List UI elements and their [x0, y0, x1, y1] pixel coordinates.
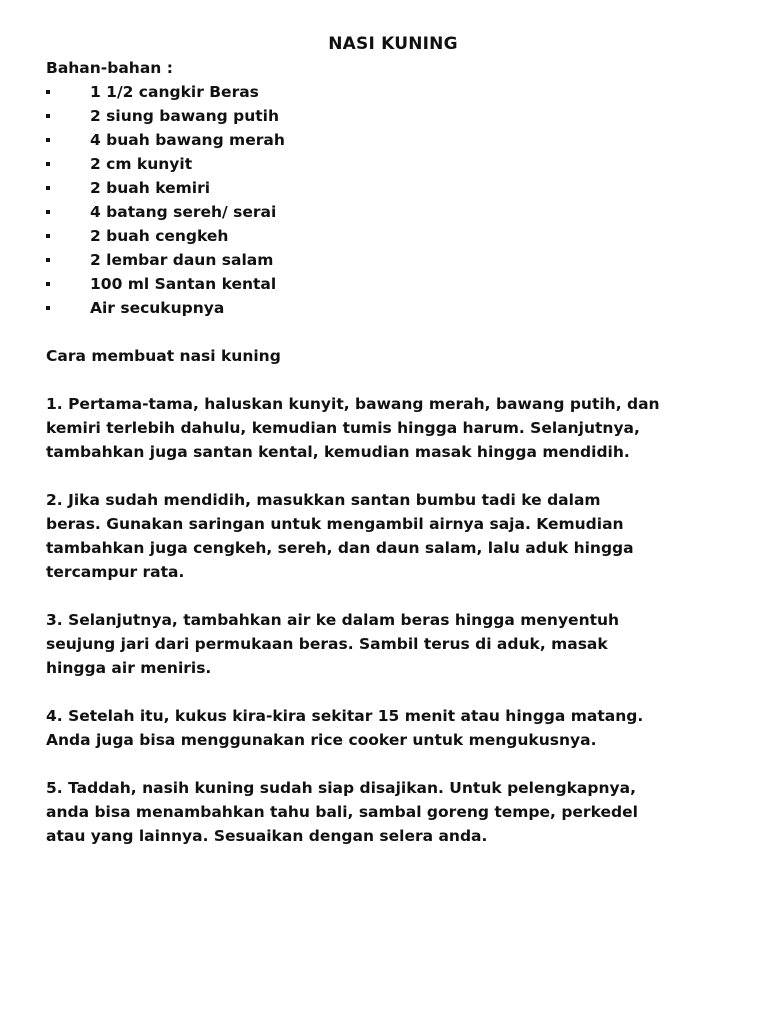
ingredient-item [46, 80, 736, 104]
ingredient-text: 2 buah cengkeh [90, 227, 229, 245]
method-title: Cara membuat nasi kuning [46, 347, 281, 365]
bullet-icon [46, 138, 50, 142]
recipe-title: NASI KUNING [328, 34, 458, 54]
step-line: 2. Jika sudah mendidih, masukkan santan bumbu tadi ke dalam [46, 491, 601, 509]
ingredients-list [46, 80, 736, 320]
bullet-icon [46, 234, 50, 238]
ingredient-text: 1 1/2 cangkir Beras [90, 83, 259, 101]
ingredient-item [46, 128, 736, 152]
bullet-icon [46, 186, 50, 190]
spacer [46, 584, 736, 608]
method-step-4 [46, 704, 736, 752]
bullet-icon [46, 210, 50, 214]
ingredient-text: 4 buah bawang merah [90, 131, 285, 149]
ingredient-item [46, 176, 736, 200]
step-line: 5. Taddah, nasih kuning sudah siap disajikan. Untuk pelengkapnya, [46, 779, 636, 797]
step-line: kemiri terlebih dahulu, kemudian tumis hingga harum. Selanjutnya, [46, 419, 640, 437]
bullet-icon [46, 306, 50, 310]
ingredient-item [46, 104, 736, 128]
ingredient-item [46, 296, 736, 320]
spacer [46, 464, 736, 488]
spacer [46, 752, 736, 776]
step-line: atau yang lainnya. Sesuaikan dengan selera anda. [46, 827, 488, 845]
bullet-icon [46, 90, 50, 94]
step-line: beras. Gunakan saringan untuk mengambil airnya saja. Kemudian [46, 515, 624, 533]
ingredient-text: 2 cm kunyit [90, 155, 193, 173]
step-line: seujung jari dari permukaan beras. Sambil terus di aduk, masak [46, 635, 608, 653]
bullet-icon [46, 114, 50, 118]
bullet-icon [46, 258, 50, 262]
bullet-icon [46, 282, 50, 286]
step-line: anda bisa menambahkan tahu bali, sambal goreng tempe, perkedel [46, 803, 638, 821]
ingredient-text: 2 siung bawang putih [90, 107, 280, 125]
step-line: 3. Selanjutnya, tambahkan air ke dalam beras hingga menyentuh [46, 611, 620, 629]
step-line: Anda juga bisa menggunakan rice cooker untuk mengukusnya. [46, 731, 597, 749]
step-line: 4. Setelah itu, kukus kira-kira sekitar 15 menit atau hingga matang. [46, 707, 644, 725]
step-line: tercampur rata. [46, 563, 185, 581]
ingredient-text: 2 buah kemiri [90, 179, 211, 197]
method-step-1 [46, 392, 736, 464]
ingredient-text: 100 ml Santan kental [90, 275, 277, 293]
ingredient-item [46, 224, 736, 248]
recipe-document [46, 32, 736, 848]
step-line: tambahkan juga santan kental, kemudian masak hingga mendidih. [46, 443, 630, 461]
spacer [46, 680, 736, 704]
ingredient-item [46, 272, 736, 296]
step-line: 1. Pertama-tama, haluskan kunyit, bawang merah, bawang putih, dan [46, 395, 660, 413]
ingredient-item [46, 200, 736, 224]
ingredient-item [46, 248, 736, 272]
method-step-5 [46, 776, 736, 848]
spacer [46, 368, 736, 392]
ingredient-item [46, 152, 736, 176]
method-step-3 [46, 608, 736, 680]
bullet-icon [46, 162, 50, 166]
step-line: hingga air meniris. [46, 659, 212, 677]
ingredient-text: Air secukupnya [90, 299, 225, 317]
ingredient-text: 2 lembar daun salam [90, 251, 274, 269]
spacer [46, 320, 736, 344]
ingredient-text: 4 batang sereh/ serai [90, 203, 277, 221]
step-line: tambahkan juga cengkeh, sereh, dan daun salam, lalu aduk hingga [46, 539, 634, 557]
ingredients-label: Bahan-bahan : [46, 59, 173, 77]
method-step-2 [46, 488, 736, 584]
